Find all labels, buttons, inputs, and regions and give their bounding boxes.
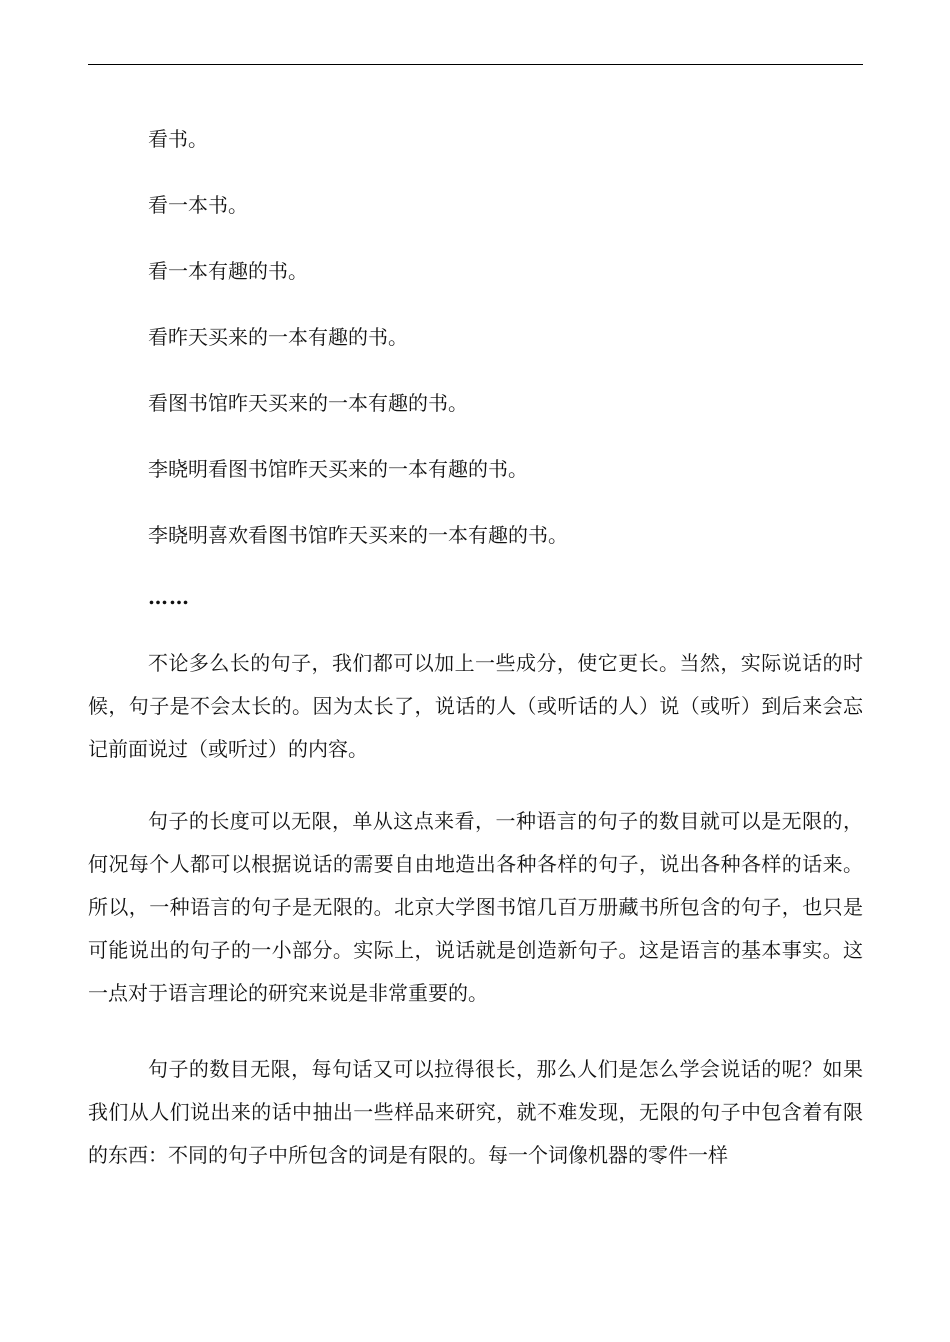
example-line-1: 看书。 [148,127,208,151]
paragraph-1: 不论多么长的句子，我们都可以加上一些成分，使它更长。当然，实际说话的时候，句子是不会太长的。因为太长了，说话的人（或听话的人）说（或听）到后来会忘记前面说过（或听过）的内容。 [88,651,863,761]
example-line-3: 看一本有趣的书。 [148,259,308,283]
paragraph-2: 句子的长度可以无限，单从这点来看，一种语言的句子的数目就可以是无限的，何况每个人都可以根据说话的需要自由地造出各种各样的句子，说出各种各样的话来。所以，一种语言的句子是无限的。北京大学图书馆几百万册藏书所包含的句子，也只是可能说出的句子的一小部分。实际上，说话就是创造新句子。这是语言的基本事实。这一点对于语言理论的研究来说是非常重要的。 [88,809,863,1005]
ellipsis: …… [148,585,190,609]
example-line-7: 李晓明喜欢看图书馆昨天买来的一本有趣的书。 [148,523,568,547]
paragraph-3: 句子的数目无限，每句话又可以拉得很长，那么人们是怎么学会说话的呢？如果我们从人们说出来的话中抽出一些样品来研究，就不难发现，无限的句子中包含着有限的东西：不同的句子中所包含的词是有限的。每一个词像机器的零件一样 [88,1057,863,1167]
example-line-4: 看昨天买来的一本有趣的书。 [148,325,408,349]
example-line-6: 李晓明看图书馆昨天买来的一本有趣的书。 [148,457,528,481]
example-line-5: 看图书馆昨天买来的一本有趣的书。 [148,391,468,415]
header-rule [88,64,863,65]
example-line-2: 看一本书。 [148,193,248,217]
